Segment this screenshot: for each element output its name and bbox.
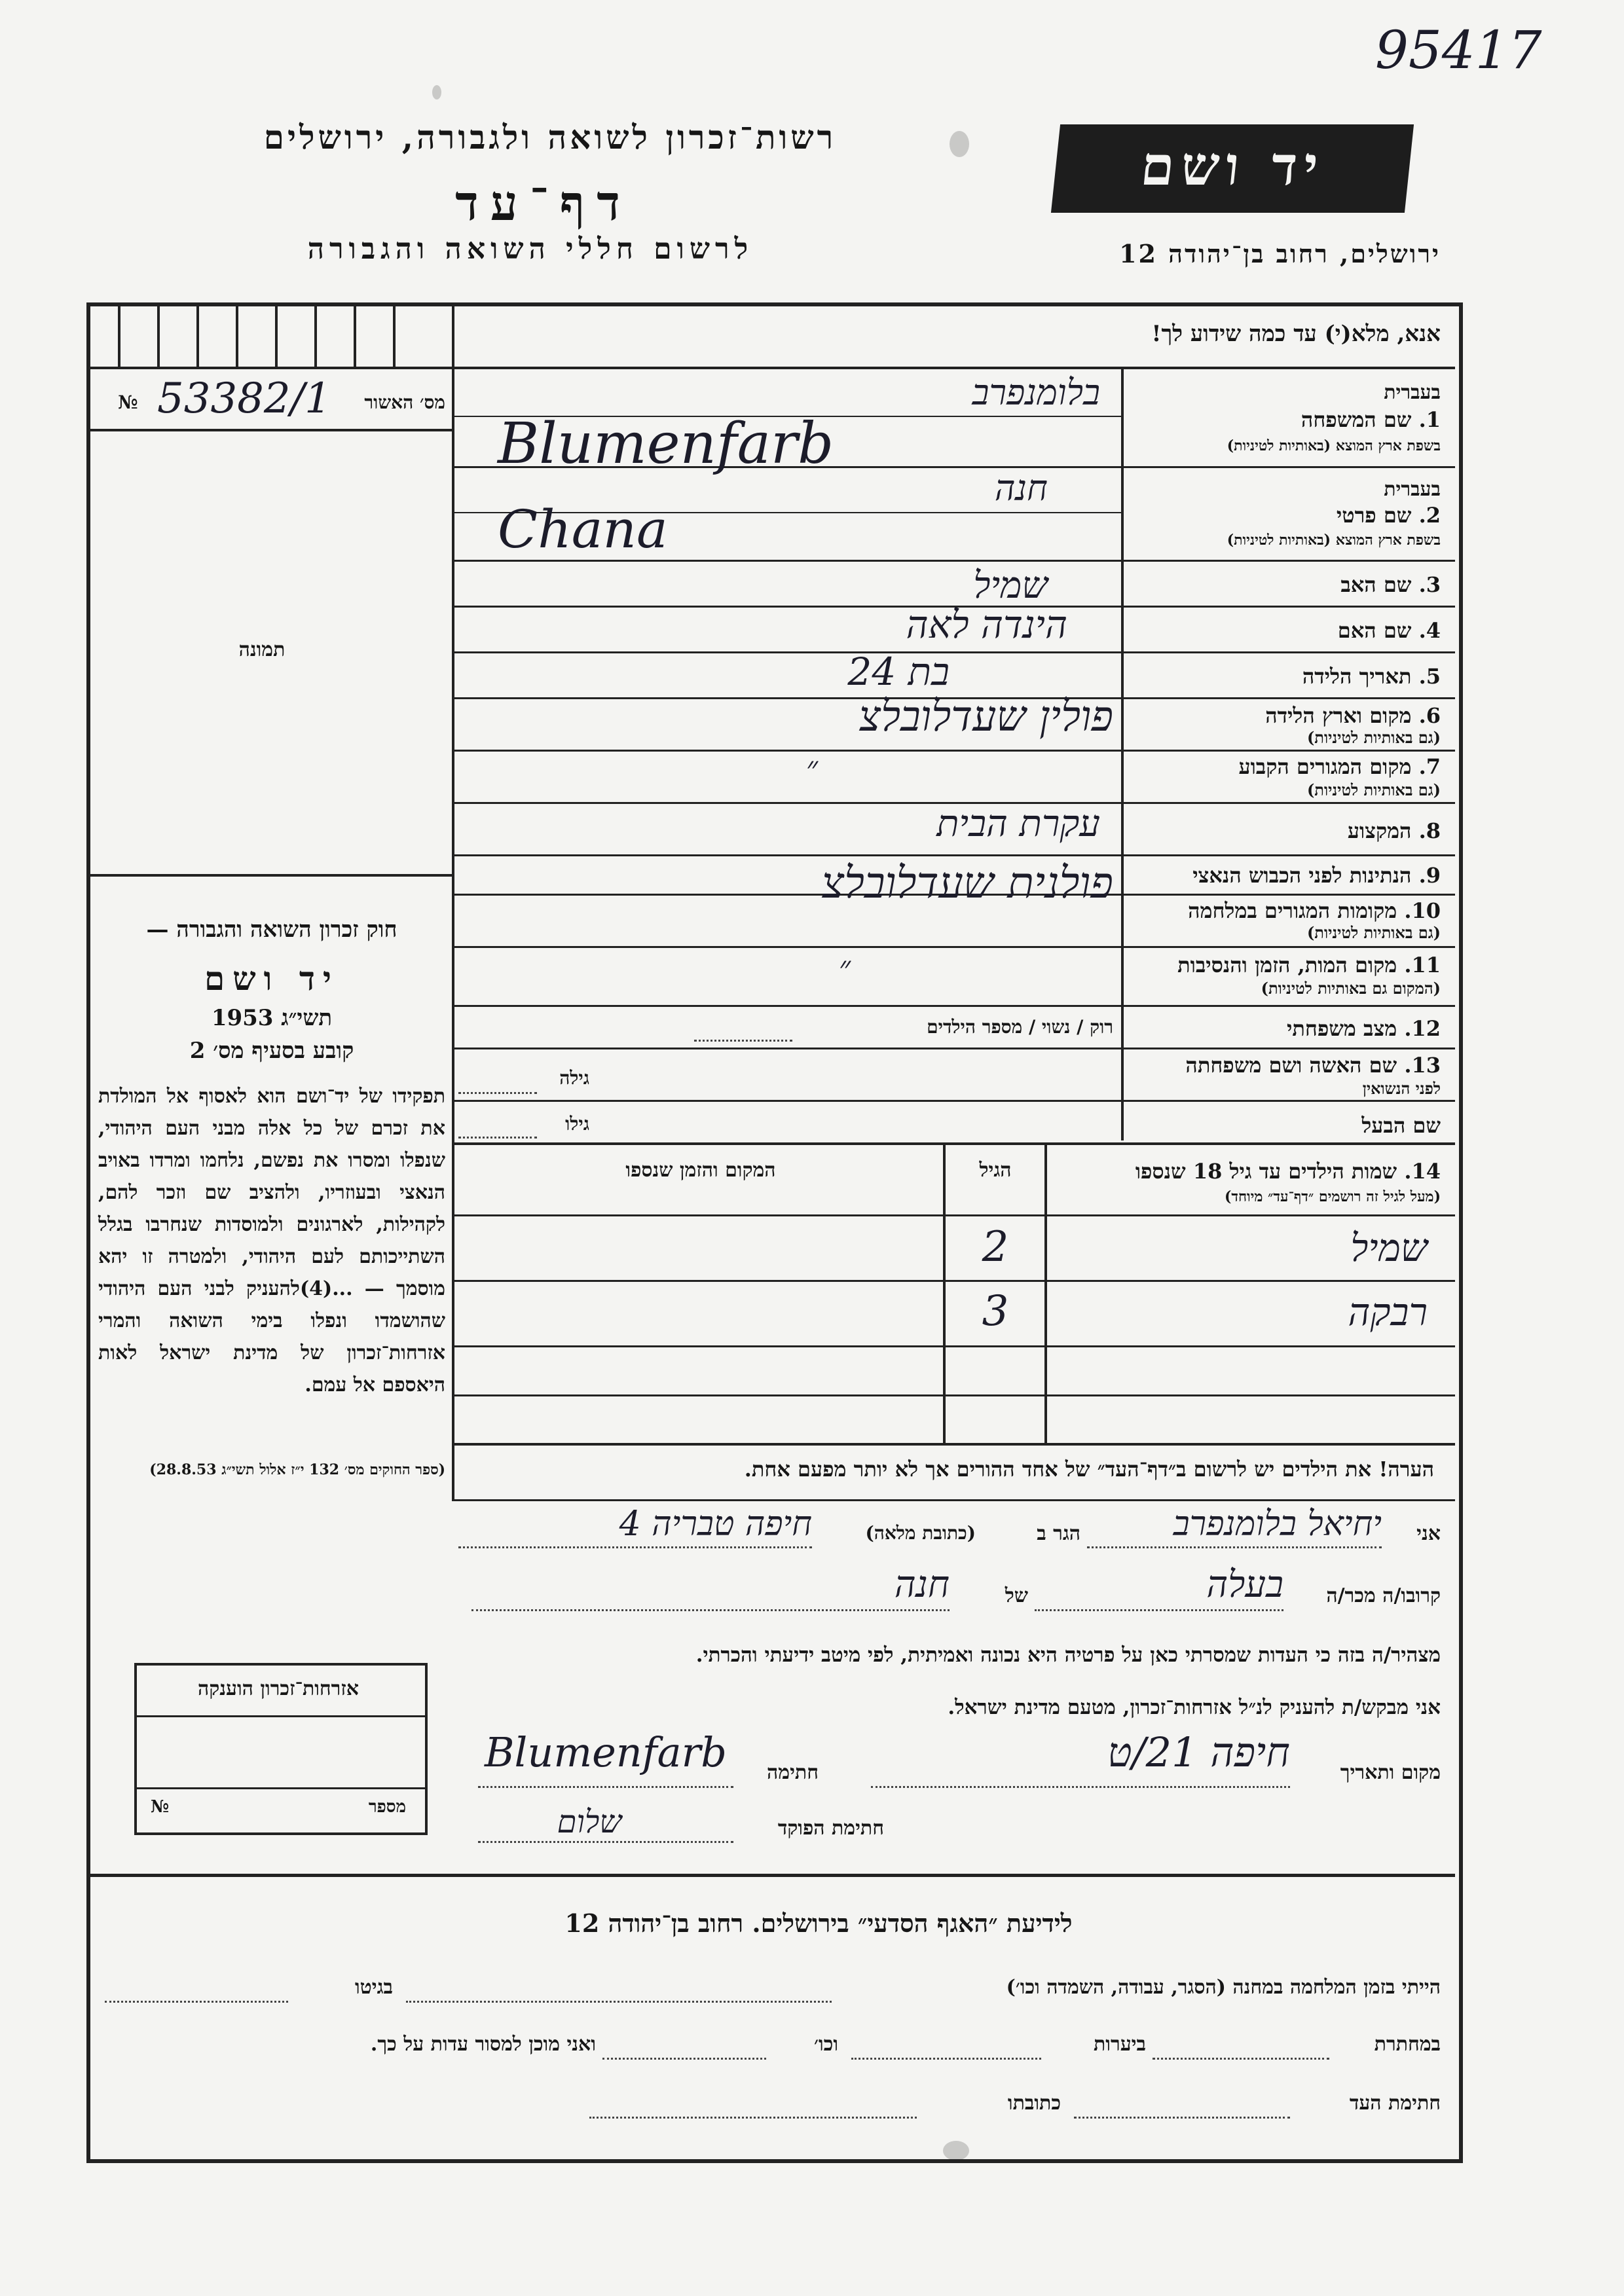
children-label xyxy=(1054,1159,1441,1184)
field-12-options[interactable]: רוק / נשוי / מספר הילדים xyxy=(927,1016,1113,1038)
field-7-sublabel: (גם באותיות לטיניות) xyxy=(1306,780,1441,799)
field-7-num: 7. xyxy=(1418,754,1441,779)
field-13-sublabel: לפני הנשואין xyxy=(1362,1079,1441,1098)
etc-blank[interactable] xyxy=(602,2058,766,2060)
field-11-label-text: מקום המות, הזמן והנסיבות xyxy=(1177,953,1397,977)
relation-value[interactable]: בעלה xyxy=(1206,1563,1283,1606)
law-year-hebrew: תשי״ג xyxy=(281,1005,333,1031)
law-name: יד ושם xyxy=(204,959,339,998)
row-divider xyxy=(454,1005,1455,1007)
field-8-value[interactable]: עקרת הבית xyxy=(936,803,1100,845)
field-7-value[interactable]: ״ xyxy=(805,750,819,786)
field-6-value[interactable]: פולין שעדלובלצ xyxy=(858,693,1113,741)
form-title: דף־עד xyxy=(455,175,632,232)
field-5-num: 5. xyxy=(1418,664,1441,689)
intro-divider xyxy=(90,367,1455,369)
bottom-line3-address: כתובתו xyxy=(1007,2092,1061,2115)
declaration-i-label: אני xyxy=(1416,1522,1441,1545)
officer-label: חתימת הפוקד xyxy=(777,1817,884,1840)
children-sublabel: (מעל לגיל זה רושמים ״דף־עד״ מיוחד) xyxy=(1224,1188,1441,1205)
row-divider xyxy=(454,854,1455,856)
note-divider xyxy=(452,1499,1455,1501)
witness-address-blank[interactable] xyxy=(589,2117,917,2119)
signature-blank xyxy=(478,1786,733,1788)
field-8-label xyxy=(1133,818,1441,843)
field-2-value-hebrew[interactable]: חנה xyxy=(994,467,1048,509)
registration-no-sign: № xyxy=(118,392,138,413)
field-13-label xyxy=(1133,1053,1441,1078)
bottom-line3-witness-signature: חתימת העד xyxy=(1349,2092,1441,2115)
bottom-line2-etc: וכו׳ xyxy=(814,2033,838,2056)
children-col-divider xyxy=(1044,1145,1047,1443)
field-10-label xyxy=(1126,898,1441,923)
left-column-divider xyxy=(452,302,454,1501)
field-11-value[interactable]: ״ xyxy=(838,949,851,986)
field-2-label xyxy=(1133,503,1441,528)
field-10-label-text: מקומות המגורים במלחמה xyxy=(1188,898,1397,923)
field-5-label xyxy=(1133,664,1441,689)
husband-age-blank[interactable] xyxy=(458,1137,537,1139)
field-6-num: 6. xyxy=(1418,703,1441,728)
archive-number: 95417 xyxy=(1375,20,1542,81)
registration-number: 53382/1 xyxy=(157,374,331,423)
relative-label: קרובו/ה מכר/ה xyxy=(1326,1584,1441,1607)
children-header-divider xyxy=(454,1214,1455,1216)
field-5-label-text: תאריך הלידה xyxy=(1302,664,1412,689)
code-box xyxy=(393,302,396,367)
row-divider xyxy=(454,946,1455,948)
declarant-signature[interactable]: Blumenfarb xyxy=(485,1728,727,1776)
field-1-sublabel: בשפת ארץ המוצא (באותיות לטיניות) xyxy=(1227,437,1441,454)
bottom-line2-willing: ואני מוכן למסור עדות על כך. xyxy=(370,2033,596,2056)
field-2-num: 2. xyxy=(1418,503,1441,528)
field-11-label xyxy=(1126,953,1441,977)
citizenship-title: אזרחות־זכרון הוענקה xyxy=(197,1677,360,1700)
place-date-value[interactable]: חיפה 21/ט xyxy=(1107,1728,1290,1776)
field-7-label-text: מקום המגורים הקבוע xyxy=(1238,754,1412,779)
law-section: קובע בסעיף מס׳ 2 xyxy=(189,1038,354,1064)
field-6-label xyxy=(1133,703,1441,728)
declarant-name-blank xyxy=(1087,1546,1382,1548)
field-3-label-text: שם האב xyxy=(1340,572,1412,597)
of-name-blank xyxy=(471,1609,950,1611)
law-year xyxy=(98,1005,445,1031)
field-1-value-latin[interactable]: Blumenfarb xyxy=(498,411,834,477)
children-col-divider xyxy=(943,1145,946,1443)
field-8-label-text: המקצוע xyxy=(1347,818,1412,843)
logo-text: יד ושם xyxy=(1137,135,1328,198)
children-label-text: שמות הילדים עד גיל 18 שנספו xyxy=(1135,1159,1397,1184)
row-divider xyxy=(454,750,1455,752)
field-8-num: 8. xyxy=(1418,818,1441,843)
field-10-sublabel: (גם באותיות לטיניות) xyxy=(1306,923,1441,942)
field-1-value-hebrew[interactable]: בלומנפרב xyxy=(972,372,1100,413)
children-num: 14. xyxy=(1404,1159,1441,1184)
field-2-sublabel: בשפת ארץ המוצא (באותיות לטיניות) xyxy=(1227,532,1441,549)
signature-label: חתימה xyxy=(767,1761,819,1784)
law-text: תפקידו של יד־ושם הוא לאסוף אל המולדת את זכרם של כל אלה מבני העם היהודי, שנפלו ומסרו את נפשם, נלחמו ומרדו באויב הנאצי ובעוזריו, ולהציב שם וזכר להם, לקהילות, לארגונים ולמוסדות שנחרבו בגלל השתייכותם לעם היהודי, ולמטרה זו יהא מוסמך — ...(4)להעניק לבני העם היהודי שהושמדו ונפלו בימי השואה והמרי אזרחות־זכרון של מדינת ישראל לאות היאספם אל עמם. xyxy=(98,1085,445,1396)
field-6-sublabel: (גם באותיות לטיניות) xyxy=(1306,728,1441,747)
field-4-num: 4. xyxy=(1418,618,1441,643)
field-5-value[interactable]: בת 24 xyxy=(847,649,950,694)
address-label: (כתובת מלאה) xyxy=(865,1522,976,1544)
field-12-label xyxy=(1133,1016,1441,1041)
underground-blank[interactable] xyxy=(1153,2058,1329,2060)
code-box xyxy=(275,302,278,367)
ghetto-blank[interactable] xyxy=(105,2001,288,2003)
children-bottom-divider xyxy=(454,1443,1455,1446)
bottom-title: לידיעת ״האגף הסדעי״ בירושלים. רחוב בן־יהודה 12 xyxy=(564,1908,1073,1938)
field-4-label xyxy=(1133,618,1441,643)
code-box xyxy=(157,302,160,367)
field-6-label-text: מקום וארץ הלידה xyxy=(1265,703,1412,728)
relation-blank xyxy=(1035,1609,1283,1611)
bottom-line2-forests: ביערות xyxy=(1093,2033,1146,2056)
children-age-header: הגיל xyxy=(979,1159,1012,1182)
authority-name: רשות־זכרון לשואה ולגבורה, ירושלים xyxy=(263,118,837,156)
code-box xyxy=(354,302,356,367)
witness-signature-blank[interactable] xyxy=(1074,2117,1290,2119)
bottom-line2-underground: במחתרת xyxy=(1374,2033,1441,2056)
row-divider xyxy=(454,1100,1455,1102)
field-1-num: 1. xyxy=(1418,407,1441,432)
field-12-label-text: מצב משפחתי xyxy=(1287,1016,1397,1041)
scan-speck xyxy=(950,131,969,157)
child-2-name[interactable]: רבקה xyxy=(1348,1290,1428,1334)
scan-speck xyxy=(432,85,441,100)
declaration-statement: מצהיר/ה בזה כי העדות שמסרתי כאן על פרטיה היא נכונה ואמיתית, לפי מיטב ידיעתי והכרתי. xyxy=(695,1643,1441,1667)
husband-label: שם הבעל xyxy=(1361,1113,1441,1138)
row-divider xyxy=(454,651,1455,653)
bottom-section-divider xyxy=(90,1874,1455,1877)
camp-blank[interactable] xyxy=(406,2001,832,2003)
photo-divider xyxy=(90,874,454,877)
field-13-num: 13. xyxy=(1404,1053,1441,1078)
of-name[interactable]: חנה xyxy=(894,1563,950,1606)
label-column-divider xyxy=(1121,368,1124,1140)
declarant-address-blank xyxy=(458,1546,812,1548)
children-row-divider xyxy=(454,1394,1455,1396)
field-9-num: 9. xyxy=(1418,863,1441,888)
registration-divider xyxy=(90,429,454,431)
field-13-label-text: שם האשה ושם משפחתה xyxy=(1185,1053,1397,1078)
field-12-num: 12. xyxy=(1404,1016,1441,1041)
row-divider xyxy=(454,1142,1455,1145)
field-1-label xyxy=(1133,407,1441,432)
residing-label: הגר ב xyxy=(1037,1522,1080,1545)
children-count-blank[interactable] xyxy=(694,1040,792,1042)
field-3-num: 3. xyxy=(1418,572,1441,597)
field-2-lang: בעברית xyxy=(1384,478,1441,501)
intro-text: אנא, מלא(י) עד כמה שידוע לך! xyxy=(1151,321,1441,347)
children-row-divider xyxy=(454,1345,1455,1347)
field-9-label xyxy=(1133,863,1441,888)
law-year-gregorian: 1953 xyxy=(211,1005,274,1031)
child-1-name[interactable]: שמיל xyxy=(1350,1226,1428,1270)
form-subtitle: לרשום חללי השואה והגבורה xyxy=(307,232,754,266)
children-row-divider xyxy=(454,1280,1455,1282)
field-3-value[interactable]: שמיל xyxy=(973,564,1048,607)
row-divider xyxy=(454,560,1455,562)
child-1-age[interactable]: 2 xyxy=(982,1223,1009,1271)
field-9-label-text: הנתינות לפני הכבוש הנאצי xyxy=(1192,863,1412,888)
field-10-num: 10. xyxy=(1404,898,1441,923)
declarant-name[interactable]: יחיאל בלומנפרב xyxy=(1173,1504,1382,1544)
field-2-value-latin[interactable]: Chana xyxy=(498,499,668,560)
declaration-request: אני מבקש/ת להעניק לנ״ל אזרחות־זכרון, מטעם מדינת ישראל. xyxy=(948,1696,1441,1719)
forests-blank[interactable] xyxy=(851,2058,1041,2060)
wife-age-blank[interactable] xyxy=(458,1092,537,1094)
officer-signature-blank xyxy=(478,1841,733,1843)
field-11-num: 11. xyxy=(1404,953,1441,977)
place-date-blank xyxy=(871,1786,1290,1788)
code-box xyxy=(118,302,120,367)
code-box xyxy=(196,302,199,367)
field-13-age-label: גילה xyxy=(559,1067,589,1089)
officer-signature[interactable]: שלום xyxy=(557,1804,622,1840)
children-note: הערה! את הילדים יש לרשום ב״דף־העד״ של אחד ההורים אך לא יותר מפעם אחת. xyxy=(744,1457,1434,1482)
registration-label: מס׳ האשור xyxy=(364,392,445,413)
husband-age-label: גילו xyxy=(565,1113,589,1135)
photo-label: תמונה xyxy=(238,638,286,661)
place-date-label: מקום ותאריך xyxy=(1340,1761,1441,1784)
field-4-value[interactable]: הינדה לאה xyxy=(906,602,1067,647)
row-divider xyxy=(454,1048,1455,1049)
field-2-label-text: שם פרטי xyxy=(1336,503,1412,528)
law-source: (ספר החוקים מס׳ 132 י״ז אלול תשי״ג 28.8.53) xyxy=(149,1461,445,1478)
field-1-lang: בעברית xyxy=(1384,381,1441,404)
field-1-label-text: שם המשפחה xyxy=(1301,407,1412,432)
code-box xyxy=(314,302,317,367)
of-label: של xyxy=(1005,1584,1028,1607)
bottom-line1-camp: הייתי בזמן המלחמה במחנה (הסגר, עבודה, השמדה וכו׳) xyxy=(1006,1976,1441,1999)
code-box xyxy=(236,302,238,367)
declarant-address[interactable]: חיפה טבריה 4 xyxy=(619,1504,812,1544)
field-11-sublabel: (המקום גם באותיות לטיניות) xyxy=(1261,979,1441,998)
citizenship-number-divider xyxy=(137,1787,425,1789)
field-4-label-text: שם האם xyxy=(1337,618,1412,643)
children-place-header: המקום והזמן שנספו xyxy=(625,1159,776,1182)
field-3-label xyxy=(1133,572,1441,597)
bottom-line1-ghetto: בגיטו xyxy=(354,1976,393,1999)
child-2-age[interactable]: 3 xyxy=(982,1287,1009,1336)
citizenship-no-sign: № xyxy=(151,1797,170,1817)
yad-vashem-logo xyxy=(1051,124,1414,213)
field-7-label xyxy=(1133,754,1441,779)
authority-address: ירושלים, רחוב בן־יהודה 12 xyxy=(1119,239,1441,268)
citizenship-title-divider xyxy=(137,1715,425,1717)
citizenship-number-label: מספר xyxy=(368,1797,406,1817)
field-9-value[interactable]: פולנית שעדלובלצ xyxy=(821,858,1113,908)
law-title: חוק זכרון השואה והגבורה — xyxy=(146,917,397,943)
